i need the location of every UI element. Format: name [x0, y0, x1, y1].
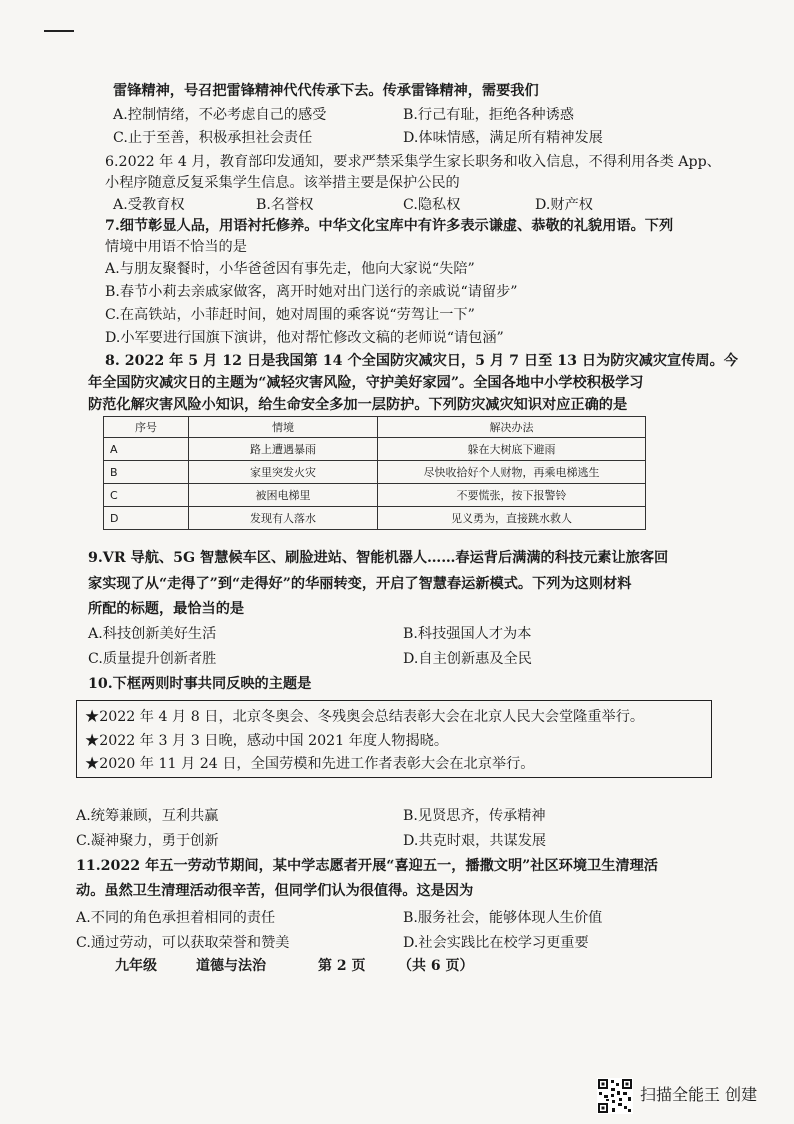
q7-line2: 情境中用语不恰当的是 — [105, 239, 247, 255]
disaster-table — [103, 416, 646, 530]
q7-option-c: C.在高铁站，小菲赶时间，她对周围的乘客说“劳驾让一下” — [105, 307, 475, 323]
q7-option-a: A.与朋友聚餐时，小华爸爸因有事先走，他向大家说“失陪” — [105, 261, 475, 277]
news-item: ★2020 年 11 月 24 日，全国劳模和先进工作者表彰大会在北京举行。 — [85, 756, 535, 772]
footer-total: （共 6 页） — [398, 958, 474, 974]
option-d: D.体味情感，满足所有精神发展 — [403, 130, 603, 146]
row-solution: 见义勇为，直接跳水救人 — [378, 507, 646, 530]
q9-option-d: D.自主创新惠及全民 — [403, 651, 532, 667]
q6-option-a: A.受教育权 — [113, 197, 185, 213]
q10-option-b: B.见贤思齐，传承精神 — [403, 808, 546, 824]
news-item: ★2022 年 3 月 3 日晚，感动中国 2021 年度人物揭晓。 — [85, 733, 449, 749]
header-situation: 情境 — [189, 417, 378, 438]
q6-line2: 小程序随意反复采集学生信息。该举措主要是保护公民的 — [105, 175, 460, 191]
row-situation: 路上遭遇暴雨 — [189, 438, 378, 461]
q10-line1: 10.下框两则时事共同反映的主题是 — [88, 676, 312, 692]
option-c: C.止于至善，积极承担社会责任 — [113, 130, 313, 146]
header-id: 序号 — [104, 417, 189, 438]
row-solution: 躲在大树底下避雨 — [378, 438, 646, 461]
table-row — [104, 438, 646, 461]
option-a: A.控制情绪，不必考虑自己的感受 — [113, 107, 327, 123]
news-box — [76, 700, 712, 778]
q8-line3: 防范化解灾害风险小知识，给生命安全多加一层防护。下列防灾减灾知识对应正确的是 — [88, 397, 628, 413]
q6-line1: 6.2022 年 4 月，教育部印发通知，要求严禁采集学生家长职务和收入信息，不得利用各类 App、 — [105, 154, 721, 170]
intro-line: 雷锋精神，号召把雷锋精神代代传承下去。传承雷锋精神，需要我们 — [113, 83, 539, 99]
option-b: B.行己有耻，拒绝各种诱惑 — [403, 107, 574, 123]
q6-option-b: B.名誉权 — [256, 197, 314, 213]
top-rule — [44, 30, 74, 32]
table-row — [104, 461, 646, 484]
q9-option-a: A.科技创新美好生活 — [88, 626, 217, 642]
row-id: B — [104, 461, 189, 484]
row-situation: 发现有人落水 — [189, 507, 378, 530]
scanner-watermark: 扫描全能王 创建 — [640, 1085, 758, 1104]
q11-option-b: B.服务社会，能够体现人生价值 — [403, 910, 603, 926]
q9-option-c: C.质量提升创新者胜 — [88, 651, 217, 667]
q10-option-c: C.凝神聚力，勇于创新 — [76, 833, 219, 849]
q9-line1: 9.VR 导航、5G 智慧候车区、刷脸进站、智能机器人……春运背后满满的科技元素让旅客回 — [88, 550, 669, 566]
table-row — [104, 484, 646, 507]
q6-option-d: D.财产权 — [535, 197, 593, 213]
table-header-row — [104, 417, 646, 438]
q6-option-c: C.隐私权 — [403, 197, 461, 213]
q7-option-d: D.小军要进行国旗下演讲，他对帮忙修改文稿的老师说“请包涵” — [105, 330, 504, 346]
row-id: A — [104, 438, 189, 461]
q11-line2: 动。虽然卫生清理活动很辛苦，但同学们认为很值得。这是因为 — [76, 883, 474, 899]
qr-code-icon — [597, 1078, 633, 1114]
row-id: C — [104, 484, 189, 507]
q11-option-c: C.通过劳动，可以获取荣誉和赞美 — [76, 935, 290, 951]
q8-line2: 年全国防灾减灾日的主题为“减轻灾害风险，守护美好家园”。全国各地中小学校积极学习 — [88, 375, 644, 391]
q7-option-b: B.春节小莉去亲戚家做客，离开时她对出门送行的亲戚说“请留步” — [105, 284, 518, 300]
header-solution: 解决办法 — [378, 417, 646, 438]
q9-line3: 所配的标题，最恰当的是 — [88, 601, 245, 617]
q11-option-d: D.社会实践比在校学习更重要 — [403, 935, 589, 951]
row-solution: 不要慌张，按下报警铃 — [378, 484, 646, 507]
row-situation: 被困电梯里 — [189, 484, 378, 507]
q11-option-a: A.不同的角色承担着相同的责任 — [76, 910, 276, 926]
footer-page: 第 2 页 — [318, 958, 366, 974]
q11-line1: 11.2022 年五一劳动节期间，某中学志愿者开展“喜迎五一，播撒文明”社区环境卫生清理活 — [76, 858, 658, 874]
row-solution: 尽快收拾好个人财物，再乘电梯逃生 — [378, 461, 646, 484]
q10-option-a: A.统筹兼顾，互利共赢 — [76, 808, 219, 824]
row-id: D — [104, 507, 189, 530]
q8-line1: 8. 2022 年 5 月 12 日是我国第 14 个全国防灾减灾日，5 月 7 日至 13 日为防灾减灾宣传周。今 — [105, 353, 738, 369]
table-row — [104, 507, 646, 530]
q10-option-d: D.共克时艰，共谋发展 — [403, 833, 547, 849]
footer-subject: 道德与法治 — [196, 958, 266, 974]
q7-line1: 7.细节彰显人品，用语衬托修养。中华文化宝库中有许多表示谦虚、恭敬的礼貌用语。下列 — [105, 218, 674, 234]
row-situation: 家里突发火灾 — [189, 461, 378, 484]
news-item: ★2022 年 4 月 8 日，北京冬奥会、冬残奥会总结表彰大会在北京人民大会堂隆重举行。 — [85, 709, 645, 725]
footer-grade: 九年级 — [115, 958, 157, 974]
q9-option-b: B.科技强国人才为本 — [403, 626, 532, 642]
q9-line2: 家实现了从“走得了”到“走得好”的华丽转变，开启了智慧春运新模式。下列为这则材料 — [88, 576, 632, 592]
